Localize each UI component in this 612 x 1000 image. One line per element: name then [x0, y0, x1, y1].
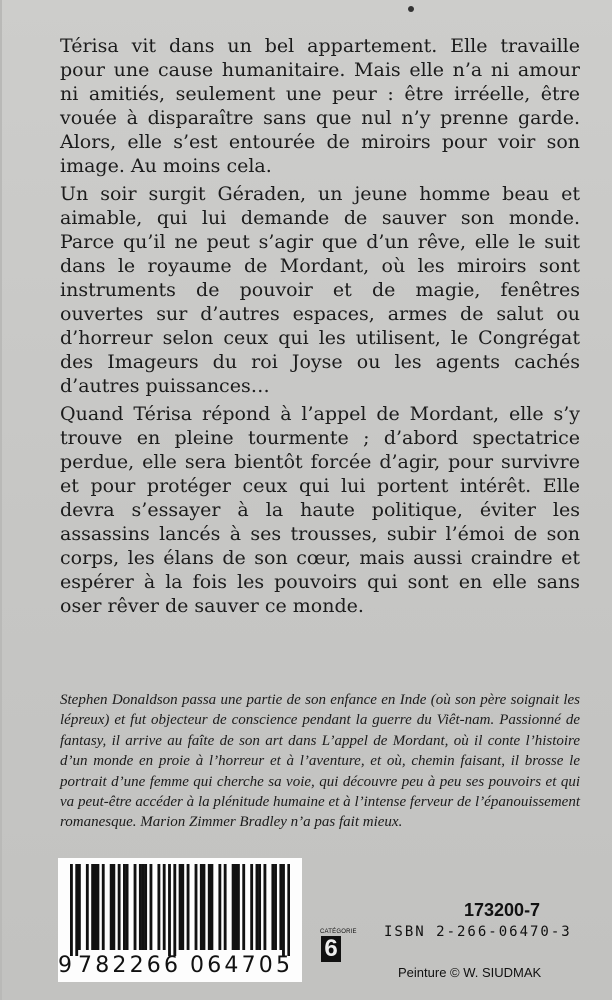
barcode-bar — [97, 864, 100, 950]
barcode-bar — [237, 864, 240, 950]
barcode-bar — [123, 864, 126, 950]
barcode-bar — [200, 864, 203, 950]
synopsis-paragraph: Quand Térisa répond à l’appel de Mordant, elle s’y trouve en pleine tourmente ; d’abord spectatrice perdue, elle sera bientôt forcée d’agir, pour survivre et pour protéger ceux qui lui portent intérêt. Elle devra s’essayer à la haute politique, éviter les assassins lancés à ses trousses, subir l’émoi de son corps, les élans de son cœur, mais aussi craindre et espérer à la fois les pouvoirs qui sont en elle sans oser rêver de sauver ce monde. — [60, 403, 580, 617]
category-badge — [320, 928, 357, 962]
barcode-bar — [78, 864, 81, 950]
barcode-bar — [232, 864, 235, 950]
barcode-bar — [112, 864, 115, 950]
barcode-bar — [75, 864, 78, 956]
category-label: CATÉGORIE — [320, 929, 357, 935]
barcode-group-2: 064705 — [190, 953, 294, 978]
barcode-bar — [210, 864, 213, 950]
barcode-bar — [279, 864, 282, 950]
barcode-bar — [134, 864, 137, 950]
barcode-bar — [70, 864, 73, 956]
barcode-bar — [168, 864, 171, 956]
synopsis — [60, 34, 580, 622]
synopsis-paragraph: Un soir surgit Géraden, un jeune homme beau et aimable, qui lui demande de sauver son monde. Parce qu’il ne peut s’agir que d’un rêve, elle le suit dans le royaume de Mordant, où les miroirs sont instruments de pouvoir et de magie, fenêtres ouvertes sur d’autres espaces, armes de salut ou d’horreur selon ceux qui les utilisent, le Congrégat des Imageurs du roi Joyse ou les agents cachés d’autres puissances… — [60, 183, 580, 397]
illustration-credit: Peinture © W. SIUDMAK — [398, 965, 542, 980]
barcode-bar — [250, 864, 253, 950]
barcode-bar — [110, 864, 113, 950]
category-number: 6 — [321, 936, 341, 962]
barcode-bar — [195, 864, 198, 950]
author-bio — [60, 690, 580, 833]
barcode-bar — [163, 864, 166, 950]
barcode-bar — [203, 864, 206, 950]
barcode-bar — [271, 864, 274, 950]
product-code: 173200-7 — [464, 900, 541, 920]
barcode-group-1: 782266 — [78, 953, 182, 978]
barcode-bar — [256, 864, 259, 950]
author-bio-text: Stephen Donaldson passa une partie de son enfance en Inde (où son père soignait les lépreux) et fut objecteur de conscience pendant la guerre du Viêt-nam. Passionné de fantasy, il arrive au faîte de son art dans L’appel de Mordant, où il conte l’histoire d’un monde en proie à l’horreur et à l’aventure, et où, chemin faisant, il brosse le portrait d’une femme qui cherche sa voie, qui découvre peu à peu ses pouvoirs et qui va peut-être accéder à la plénitude humaine et à l’intense ferveur de l’épanouissement romanesque. Marion Zimmer Bradley n’a pas fait mieux. — [60, 692, 580, 831]
barcode-bar — [224, 864, 227, 950]
barcode-bar — [91, 864, 94, 950]
barcode-bar — [187, 864, 190, 950]
barcode-bar — [142, 864, 145, 950]
barcode-bars — [70, 864, 290, 956]
corner-dot — [408, 6, 414, 12]
barcode-bar — [94, 864, 97, 950]
barcode-bar — [274, 864, 277, 950]
barcode-bar — [144, 864, 147, 950]
barcode-lead-digit: 9 — [58, 953, 72, 978]
barcode — [58, 858, 302, 982]
barcode-bar — [181, 864, 184, 950]
synopsis-paragraph: Térisa vit dans un bel appartement. Elle travaille pour une cause humanitaire. Mais elle n’a ni amour ni amitiés, seulement une peur : être irréelle, être vouée à disparaître sans que nul n’y prenne garde. Alors, elle s’est entourée de miroirs pour voir son image. Au moins cela. — [60, 35, 580, 177]
isbn: ISBN 2-266-06470-3 — [384, 924, 572, 940]
barcode-bar — [173, 864, 176, 956]
barcode-bar — [234, 864, 237, 950]
barcode-bar — [86, 864, 89, 950]
barcode-bar — [218, 864, 221, 950]
barcode-digits — [58, 954, 302, 978]
barcode-bar — [282, 864, 285, 956]
barcode-bar — [242, 864, 245, 950]
barcode-bar — [139, 864, 142, 950]
barcode-bar — [150, 864, 153, 950]
barcode-bar — [258, 864, 261, 950]
barcode-bar — [208, 864, 211, 950]
barcode-bar — [157, 864, 160, 950]
barcode-bar — [102, 864, 105, 950]
barcode-bar — [118, 864, 121, 950]
barcode-bar — [179, 864, 182, 950]
barcode-bar — [287, 864, 290, 956]
barcode-bar — [263, 864, 266, 950]
barcode-bar — [126, 864, 129, 950]
